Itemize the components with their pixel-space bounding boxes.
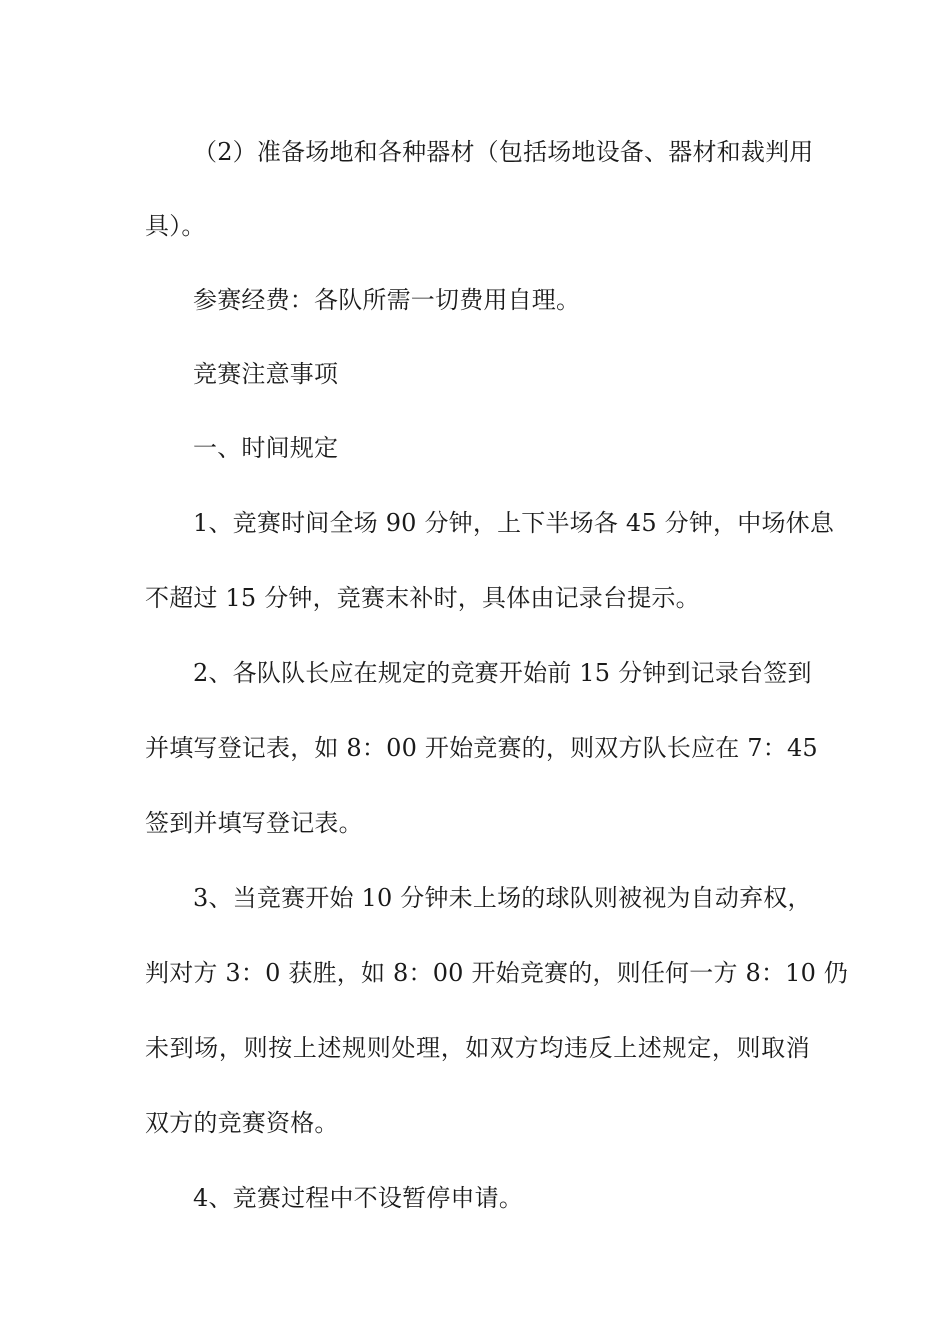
paragraph-equipment-line-1: （2）准备场地和各种器材（包括场地设备、器材和裁判用 (193, 138, 814, 166)
rule-1-line-1: 1、竞赛时间全场 90 分钟，上下半场各 45 分钟，中场休息 (193, 509, 835, 537)
rule-2-line-1: 2、各队队长应在规定的竞赛开始前 15 分钟到记录台签到 (193, 659, 812, 687)
rule-2-line-3: 签到并填写登记表。 (145, 809, 363, 837)
rule-2-line-2: 并填写登记表，如 8：00 开始竞赛的，则双方队长应在 7：45 (145, 734, 818, 762)
subsection-heading-time-rules: 一、时间规定 (193, 434, 339, 462)
section-heading-notes: 竞赛注意事项 (193, 360, 339, 388)
rule-3-line-4: 双方的竞赛资格。 (145, 1109, 339, 1137)
rule-3-line-2: 判对方 3：0 获胜，如 8：00 开始竞赛的，则任何一方 8：10 仍 (145, 959, 849, 987)
rule-3-line-1: 3、当竞赛开始 10 分钟未上场的球队则被视为自动弃权， (193, 884, 812, 912)
paragraph-equipment-line-2: 具）。 (145, 212, 206, 240)
rule-4: 4、竞赛过程中不设暂停申请。 (193, 1184, 524, 1212)
paragraph-fees: 参赛经费：各队所需一切费用自理。 (193, 286, 581, 314)
rule-3-line-3: 未到场，则按上述规则处理，如双方均违反上述规定，则取消 (145, 1034, 810, 1062)
rule-1-line-2: 不超过 15 分钟，竞赛末补时，具体由记录台提示。 (145, 584, 700, 612)
